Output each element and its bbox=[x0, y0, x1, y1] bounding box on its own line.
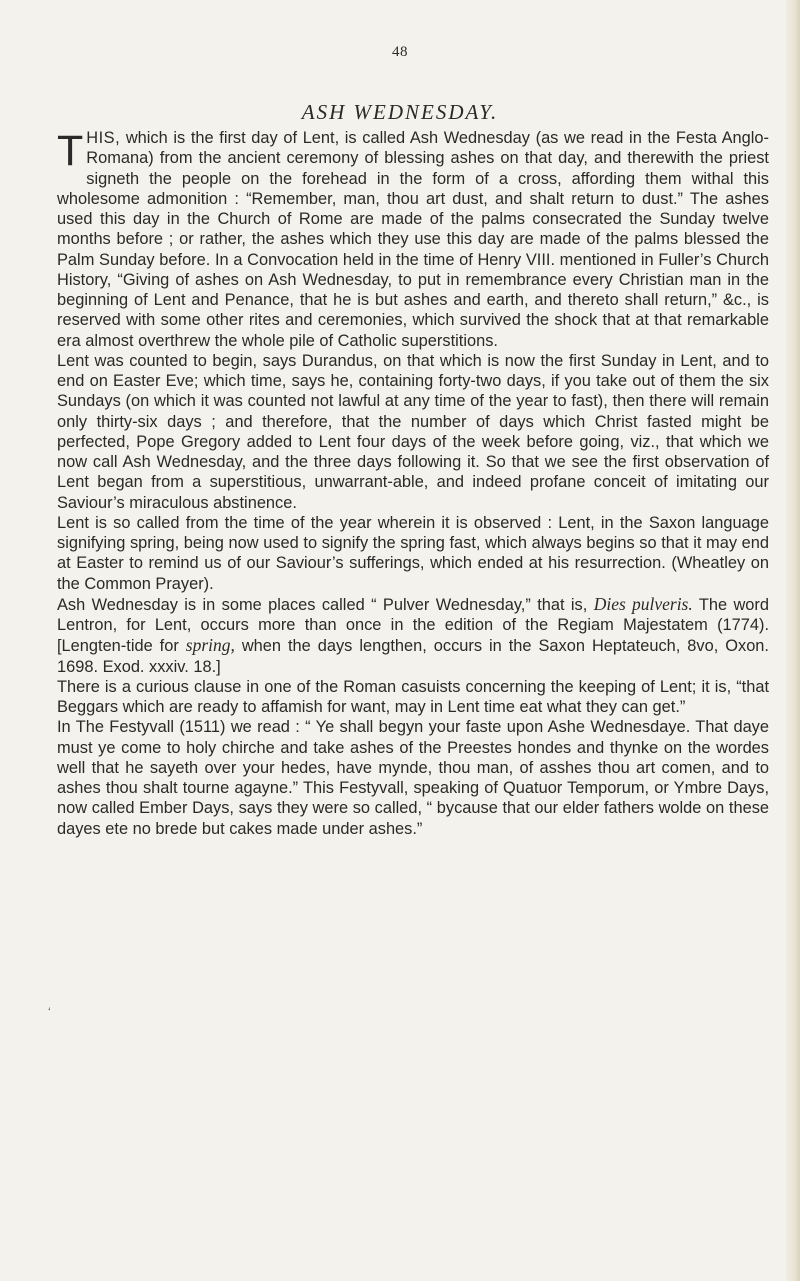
body-text bbox=[57, 128, 769, 839]
paragraph-text: The word Lentron, for Lent, occurs more than once in the edition of the Regiam Majestatem (1774). [Lengten-tide for bbox=[57, 595, 769, 656]
page-edge-shadow bbox=[786, 0, 800, 1281]
paragraph-1 bbox=[57, 128, 769, 351]
section-title: ASH WEDNESDAY. bbox=[301, 100, 499, 124]
paragraph-3: Lent is so called from the time of the year wherein it is observed : Lent, in the Saxon language signifying spring, being now used to signify the spring fast, which always begins so that it may end at Easter to remind us of our Saviour’s sufferings, which ended at his resurrection. (Wheatley on the Common Prayer). bbox=[57, 513, 769, 593]
italic-phrase: Dies pulveris. bbox=[593, 593, 693, 614]
italic-phrase: spring, bbox=[185, 635, 235, 656]
margin-mark: ‘ bbox=[48, 1005, 51, 1019]
paragraph-5: There is a curious clause in one of the Roman casuists concerning the keeping of Lent; it is, “that Beggars which are ready to affamish for want, may in Lent time eat what they can get.” bbox=[57, 677, 769, 716]
paragraph-text: when the days lengthen, occurs in the Saxon Heptateuch, 8vo, Oxon. 1698. Exod. xxxiv. 18.] bbox=[57, 637, 769, 676]
paragraph-text: Ash Wednesday is in some places called “ Pulver Wednesday,” that is, bbox=[57, 595, 594, 614]
drop-cap: T bbox=[57, 127, 84, 175]
first-word: HIS, bbox=[86, 129, 121, 147]
page-number: 48 bbox=[392, 44, 408, 60]
paragraph-4 bbox=[57, 594, 769, 677]
paragraph-text: which is the first day of Lent, is called Ash Wednesday (as we read in the Festa Anglo-Romana) from the ancient ceremony of blessing ashes on that day, and therewith the priest signeth the people on the forehead in the form of a cross, affording them withal this wholesome admonition : “Remember, man, thou art dust, and shalt return to dust.” The ashes used this day in the Church of Rome are made of the palms consecrated the Sunday twelve months before ; or rather, the ashes which they use this day are made of the palms blessed the Palm Sunday before. In a Convocation held in the time of Henry VIII. mentioned in Fuller’s Church History, “Giving of ashes on Ash Wednesday, to put in remembrance every Christian man in the beginning of Lent and Penance, that he is but ashes and earth, and thereto shall return,” &c., is reserved with some other rites and ceremonies, which survived the shock that at that remarkable era almost overthrew the whole pile of Catholic superstitions. bbox=[57, 129, 769, 350]
paragraph-2: Lent was counted to begin, says Durandus, on that which is now the first Sunday in Lent, and to end on Easter Eve; which time, says he, containing forty-two days, if you take out of them the six Sundays (on which it was counted not lawful at any time of the year to fast), then there will remain only thirty-six days ; and therefore, that the number of days which Christ fasted might be perfected, Pope Gregory added to Lent four days of the week before going, viz., that which we now call Ash Wednesday, and the three days following it. So that we see the first observation of Lent began from a superstitious, unwarrant-able, and indeed profane conceit of imitating our Saviour’s miraculous abstinence. bbox=[57, 351, 769, 512]
paragraph-6: In The Festyvall (1511) we read : “ Ye shall begyn your faste upon Ashe Wednesdaye. That daye must ye come to holy chirche and take ashes of the Preestes hondes and thynke on the wordes well that he sayeth over your hedes, have mynde, thou man, of asshes thou art comen, and to ashes thou shalt tourne agayne.” This Festyvall, speaking of Quatuor Temporum, or Ymbre Days, now called Ember Days, says they were so called, “ bycause that our elder fathers wolde on these dayes ete no brede but cakes made under ashes.” bbox=[57, 718, 769, 838]
